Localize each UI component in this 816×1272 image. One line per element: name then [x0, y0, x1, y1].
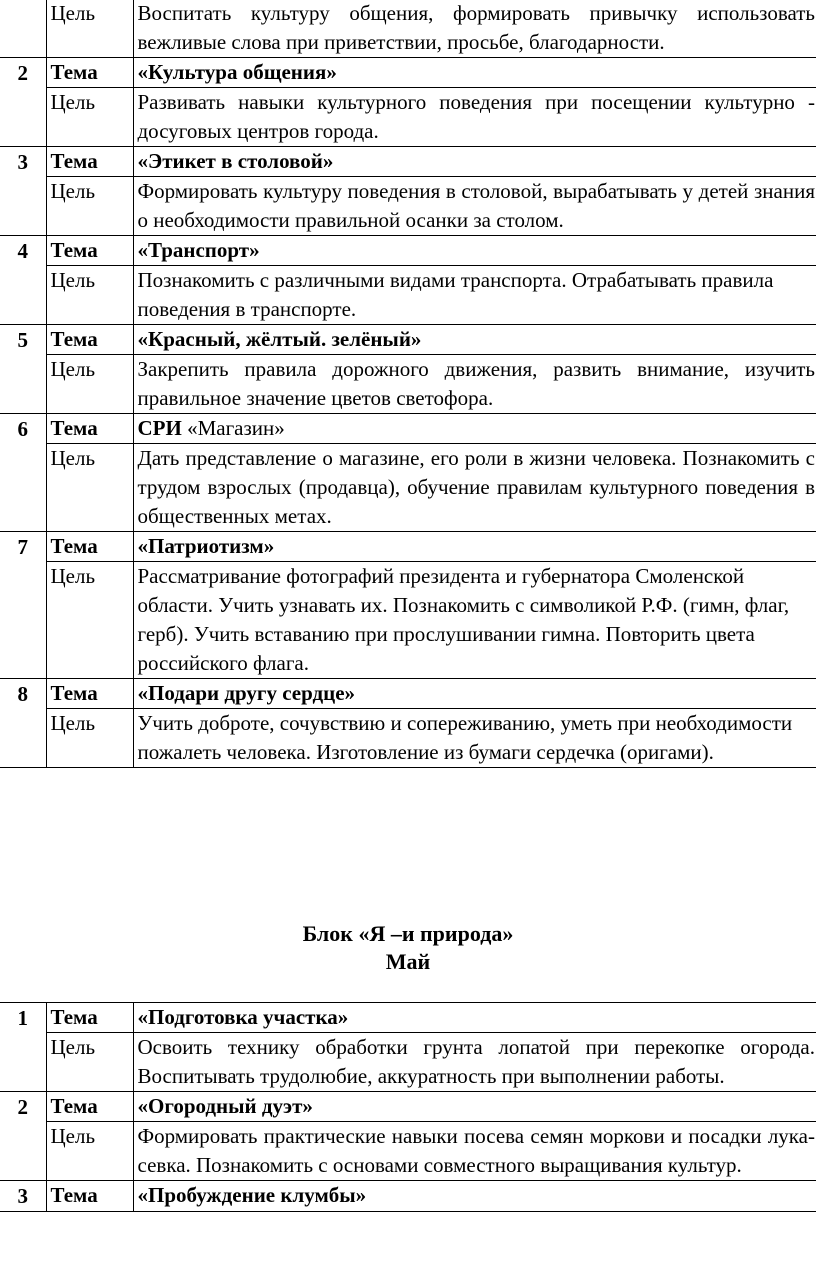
- topic-text: «Культура общения»: [133, 58, 816, 88]
- topic-label: Тема: [46, 58, 133, 88]
- table-row: [0, 1122, 816, 1181]
- goal-text: Формировать практические навыки посева семян моркови и посадки лука-севка. Познакомить с основами совместного выращивания культур.: [133, 1122, 816, 1181]
- goal-text: Воспитать культуру общения, формировать привычку использовать вежливые слова при приветствии, просьбе, благодарности.: [133, 0, 816, 58]
- goal-text: Дать представление о магазине, его роли в жизни человека. Познакомить с трудом взрослых (продавца), обучение правилам культурного поведения в общественных метах.: [133, 444, 816, 532]
- topic-label: Тема: [46, 1003, 133, 1033]
- table-row: [0, 444, 816, 532]
- topic-label: Тема: [46, 1092, 133, 1122]
- table-row: [0, 177, 816, 236]
- goal-text: Познакомить с различными видами транспорта. Отрабатывать правила поведения в транспорте.: [133, 266, 816, 325]
- table-row: [0, 58, 816, 88]
- topic-text: «Патриотизм»: [133, 532, 816, 562]
- row-number: 3: [0, 147, 46, 236]
- topic-text: «Огородный дуэт»: [133, 1092, 816, 1122]
- topic-text: «Пробуждение клумбы»: [133, 1181, 816, 1212]
- row-number: 1: [0, 1003, 46, 1092]
- goal-text: Формировать культуру поведения в столовой, вырабатывать у детей знания о необходимости правильной осанки за столом.: [133, 177, 816, 236]
- row-number: [0, 0, 46, 58]
- goal-label: Цель: [46, 709, 133, 768]
- goal-label: Цель: [46, 1122, 133, 1181]
- topic-label: Тема: [46, 1181, 133, 1212]
- block-title: Блок «Я –и природа»: [302, 921, 514, 946]
- goal-label: Цель: [46, 1033, 133, 1092]
- table-row: [0, 1092, 816, 1122]
- table-row: [0, 1181, 816, 1212]
- table-row: [0, 562, 816, 679]
- topic-label: Тема: [46, 147, 133, 177]
- row-number: 4: [0, 236, 46, 325]
- row-number: 8: [0, 679, 46, 768]
- topic-label: Тема: [46, 236, 133, 266]
- topic-label: Тема: [46, 679, 133, 709]
- row-number: 2: [0, 58, 46, 147]
- topic-label: Тема: [46, 414, 133, 444]
- table-row: [0, 88, 816, 147]
- goal-label: Цель: [46, 444, 133, 532]
- topic-text: «Магазин»: [187, 416, 285, 440]
- goal-label: Цель: [46, 266, 133, 325]
- row-number: 7: [0, 532, 46, 679]
- row-number: 5: [0, 325, 46, 414]
- row-number: 6: [0, 414, 46, 532]
- row-number: 3: [0, 1181, 46, 1212]
- goal-text: Освоить технику обработки грунта лопатой при перекопке огорода. Воспитывать трудолюбие, аккуратность при выполнении работы.: [133, 1033, 816, 1092]
- table-row: [0, 325, 816, 355]
- topic-label: Тема: [46, 532, 133, 562]
- table-row: [0, 679, 816, 709]
- table-row: [0, 414, 816, 444]
- row-number: 2: [0, 1092, 46, 1181]
- goal-text: Учить доброте, сочувствию и сопереживанию, уметь при необходимости пожалеть человека. Изготовление из бумаги сердечка (оригами).: [133, 709, 816, 768]
- table-row: [0, 355, 816, 414]
- plan-table-2: [0, 1002, 816, 1212]
- goal-text: Рассматривание фотографий президента и губернатора Смоленской области. Учить узнавать их. Познакомить с символикой Р.Ф. (гимн, флаг, герб). Учить вставанию при прослушивании гимна. Повторить цвета российского флага.: [133, 562, 816, 679]
- topic-text: «Подари другу сердце»: [133, 679, 816, 709]
- table-row: [0, 532, 816, 562]
- topic-text: «Красный, жёлтый. зелёный»: [133, 325, 816, 355]
- topic-text: «Транспорт»: [133, 236, 816, 266]
- goal-text: Закрепить правила дорожного движения, развить внимание, изучить правильное значение цветов светофора.: [133, 355, 816, 414]
- table-row: [0, 0, 816, 58]
- topic-label: Тема: [46, 325, 133, 355]
- goal-label: Цель: [46, 177, 133, 236]
- goal-label: Цель: [46, 355, 133, 414]
- topic-prefix: СРИ: [137, 416, 188, 440]
- table-row: [0, 709, 816, 768]
- topic-text: «Подготовка участка»: [133, 1003, 816, 1033]
- table-row: [0, 236, 816, 266]
- goal-label: Цель: [46, 88, 133, 147]
- table-row: [0, 147, 816, 177]
- table-row: [0, 266, 816, 325]
- topic-text: «Этикет в столовой»: [133, 147, 816, 177]
- table-row: [0, 1003, 816, 1033]
- block-month: Май: [385, 949, 431, 974]
- goal-label: Цель: [46, 0, 133, 58]
- goal-label: Цель: [46, 562, 133, 679]
- table-row: [0, 1033, 816, 1092]
- goal-text: Развивать навыки культурного поведения при посещении культурно - досуговых центров города.: [133, 88, 816, 147]
- topic-cell: [133, 414, 816, 444]
